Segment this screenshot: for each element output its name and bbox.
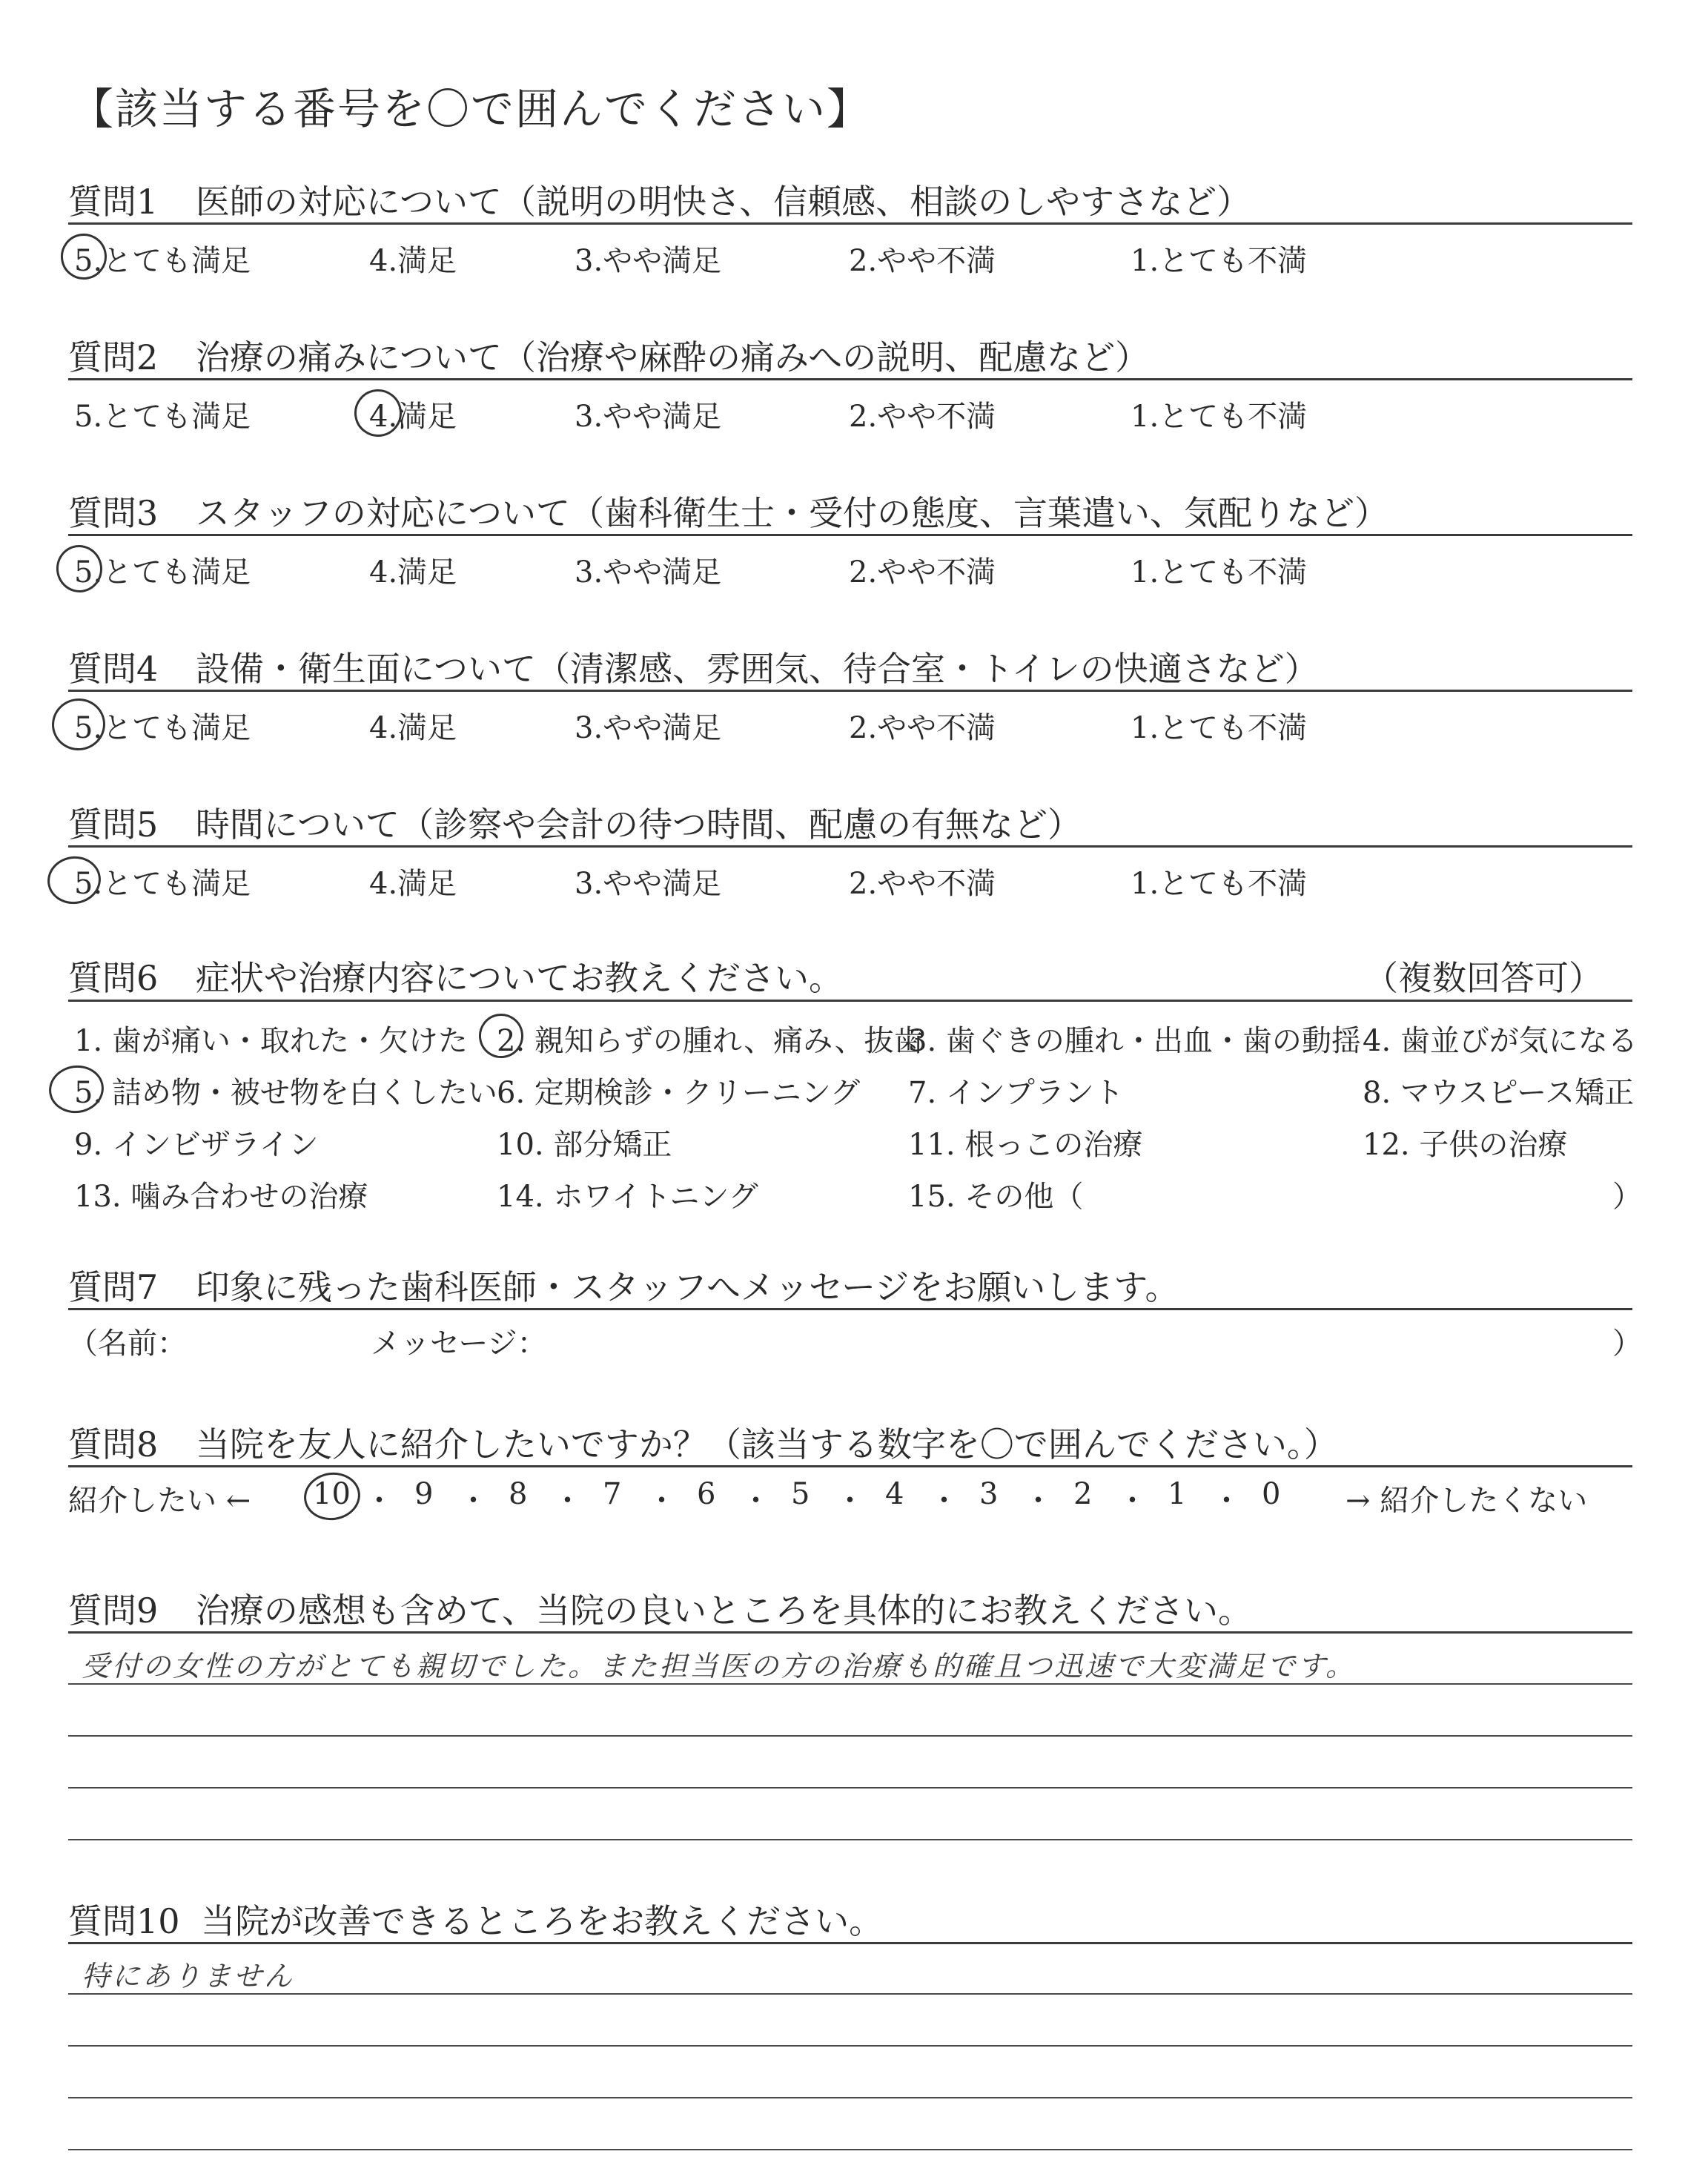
question-6-label: 質問6	[68, 958, 159, 998]
q6-option-14[interactable]: 14. ホワイトニング	[497, 1180, 758, 1214]
scale-separator: ・	[1211, 1484, 1242, 1518]
q6-option-5[interactable]: 5. 詰め物・被せ物を白くしたい	[74, 1076, 497, 1110]
question-10	[68, 1895, 883, 1943]
answer-line	[68, 1993, 1632, 1995]
divider	[68, 534, 1632, 536]
scale-separator: ・	[929, 1484, 959, 1518]
answer-line	[68, 1735, 1632, 1737]
q6-option-10[interactable]: 10. 部分矯正	[497, 1128, 672, 1162]
form-title: 【該当する番号を〇で囲んでください】	[70, 84, 872, 134]
answer-line	[68, 1683, 1632, 1685]
divider	[68, 1308, 1632, 1310]
question-6-text: 症状や治療内容についてお教えください。	[195, 958, 843, 998]
scale-value-8[interactable]: 8	[509, 1477, 528, 1511]
q6-option-4[interactable]: 4. 歯並びが気になる	[1363, 1024, 1638, 1058]
q6-option-6[interactable]: 6. 定期検診・クリーニング	[497, 1076, 861, 1110]
divider	[68, 690, 1632, 692]
question-5-label: 質問5	[68, 805, 159, 845]
q1-option-1[interactable]: 1.とても不満	[1131, 244, 1308, 278]
q2-option-1[interactable]: 1.とても不満	[1131, 400, 1308, 434]
scale-value-7[interactable]: 7	[603, 1477, 622, 1511]
q5-option-5[interactable]: 5.とても満足	[74, 867, 251, 901]
question-7-label: 質問7	[68, 1267, 159, 1307]
question-2-text: 治療の痛みについて（治療や麻酔の痛みへの説明、配慮など）	[195, 337, 1150, 377]
q4-option-1[interactable]: 1.とても不満	[1131, 711, 1308, 745]
q5-option-3[interactable]: 3.やや満足	[575, 867, 722, 901]
answer-line	[68, 2097, 1632, 2098]
scale-separator: ・	[458, 1484, 489, 1518]
scale-value-2[interactable]: 2	[1073, 1477, 1093, 1511]
q1-option-4[interactable]: 4.満足	[369, 244, 457, 278]
q6-option-9[interactable]: 9. インビザライン	[74, 1128, 319, 1162]
question-6	[68, 951, 843, 1000]
question-9-text: 治療の感想も含めて、当院の良いところを具体的にお教えください。	[195, 1591, 1252, 1631]
recommend-label: 紹介したい ←	[68, 1484, 251, 1518]
q5-option-2[interactable]: 2.やや不満	[849, 867, 996, 901]
q3-option-5[interactable]: 5.とても満足	[74, 555, 251, 589]
q3-option-4[interactable]: 4.満足	[369, 555, 457, 589]
q4-option-5[interactable]: 5.とても満足	[74, 711, 251, 745]
q6-other-close-paren: ）	[1612, 1180, 1642, 1214]
q9-handwritten-answer: 受付の女性の方がとても親切でした。また担当医の方の治療も的確且つ迅速で大変満足です。	[82, 1650, 1356, 1682]
scale-separator: ・	[364, 1484, 394, 1518]
q5-option-1[interactable]: 1.とても不満	[1131, 867, 1308, 901]
answer-line	[68, 2149, 1632, 2150]
divider	[68, 1000, 1632, 1002]
q1-option-5[interactable]: 5.とても満足	[74, 244, 251, 278]
question-4-label: 質問4	[68, 649, 159, 689]
question-4-text: 設備・衛生面について（清潔感、雰囲気、待合室・トイレの快適さなど）	[195, 649, 1319, 689]
question-8-text: 当院を友人に紹介したいですか？（該当する数字を〇で囲んでください。）	[195, 1424, 1338, 1464]
scale-separator: ・	[1117, 1484, 1148, 1518]
message-label: メッセージ：	[371, 1327, 547, 1361]
question-9	[68, 1584, 1252, 1633]
q1-option-3[interactable]: 3.やや満足	[575, 244, 722, 278]
answer-line	[68, 1839, 1632, 1840]
scale-value-10[interactable]: 10	[313, 1477, 351, 1511]
q6-option-12[interactable]: 12. 子供の治療	[1363, 1128, 1568, 1162]
question-2-label: 質問2	[68, 337, 159, 377]
question-2	[68, 331, 1149, 380]
question-5	[68, 798, 1082, 847]
scale-value-0[interactable]: 0	[1262, 1477, 1281, 1511]
q6-option-13[interactable]: 13. 噛み合わせの治療	[74, 1180, 368, 1214]
multiple-answers-note: （複数回答可）	[1364, 958, 1603, 998]
q3-option-2[interactable]: 2.やや不満	[849, 555, 996, 589]
answer-line	[68, 1787, 1632, 1789]
question-8-label: 質問8	[68, 1424, 159, 1464]
answer-circle-mark	[301, 1469, 363, 1524]
question-3-text: スタッフの対応について（歯科衛生士・受付の態度、言葉遣い、気配りなど）	[195, 493, 1388, 533]
q3-option-3[interactable]: 3.やや満足	[575, 555, 722, 589]
question-10-text: 当院が改善できるところをお教えください。	[201, 1901, 884, 1941]
question-3-label: 質問3	[68, 493, 159, 533]
q6-option-7[interactable]: 7. インプラント	[908, 1076, 1124, 1110]
question-1-text: 医師の対応について（説明の明快さ、信頼感、相談のしやすさなど）	[195, 182, 1251, 222]
q6-option-8[interactable]: 8. マウスピース矯正	[1363, 1076, 1635, 1110]
q6-option-11[interactable]: 11. 根っこの治療	[908, 1128, 1143, 1162]
scale-separator: ・	[835, 1484, 865, 1518]
q6-option-2[interactable]: 2. 親知らずの腫れ、痛み、抜歯	[497, 1024, 924, 1058]
q6-option-15[interactable]: 15. その他（	[908, 1180, 1084, 1214]
q4-option-4[interactable]: 4.満足	[369, 711, 457, 745]
answer-line	[68, 2045, 1632, 2047]
scale-separator: ・	[741, 1484, 771, 1518]
q1-option-2[interactable]: 2.やや不満	[849, 244, 996, 278]
divider	[68, 222, 1632, 225]
divider	[68, 1465, 1632, 1467]
q3-option-1[interactable]: 1.とても不満	[1131, 555, 1308, 589]
divider	[68, 1942, 1632, 1944]
question-1-label: 質問1	[68, 182, 159, 222]
question-1	[68, 175, 1251, 224]
message-close-paren: ）	[1612, 1327, 1642, 1361]
q6-option-1[interactable]: 1. 歯が痛い・取れた・欠けた	[74, 1024, 468, 1058]
q2-option-4[interactable]: 4.満足	[369, 400, 457, 434]
q5-option-4[interactable]: 4.満足	[369, 867, 457, 901]
scale-value-6[interactable]: 6	[697, 1477, 716, 1511]
divider	[68, 1631, 1632, 1634]
scale-separator: ・	[552, 1484, 583, 1518]
divider	[68, 378, 1632, 380]
scale-value-1[interactable]: 1	[1168, 1477, 1187, 1511]
scale-value-9[interactable]: 9	[414, 1477, 434, 1511]
q6-option-3[interactable]: 3. 歯ぐきの腫れ・出血・歯の動揺	[908, 1024, 1361, 1058]
scale-value-3[interactable]: 3	[979, 1477, 999, 1511]
q4-option-2[interactable]: 2.やや不満	[849, 711, 996, 745]
q2-option-3[interactable]: 3.やや満足	[575, 400, 722, 434]
question-9-label: 質問9	[68, 1591, 159, 1631]
name-label: （名前：	[68, 1327, 187, 1361]
question-4	[68, 642, 1319, 691]
question-7-text: 印象に残った歯科医師・スタッフへメッセージをお願いします。	[195, 1267, 1179, 1307]
question-3	[68, 486, 1388, 535]
q2-option-5[interactable]: 5.とても満足	[74, 400, 251, 434]
scale-value-4[interactable]: 4	[885, 1477, 904, 1511]
divider	[68, 845, 1632, 848]
question-7	[68, 1261, 1179, 1309]
scale-value-5[interactable]: 5	[791, 1477, 810, 1511]
q2-option-2[interactable]: 2.やや不満	[849, 400, 996, 434]
scale-separator: ・	[646, 1484, 677, 1518]
question-10-label: 質問10	[68, 1901, 180, 1941]
question-5-text: 時間について（診察や会計の待つ時間、配慮の有無など）	[195, 805, 1082, 845]
not-recommend-label: → 紹介したくない	[1345, 1484, 1588, 1518]
scale-separator: ・	[1023, 1484, 1053, 1518]
q4-option-3[interactable]: 3.やや満足	[575, 711, 722, 745]
q10-handwritten-answer: 特にありません	[82, 1960, 295, 1992]
question-8	[68, 1418, 1338, 1467]
